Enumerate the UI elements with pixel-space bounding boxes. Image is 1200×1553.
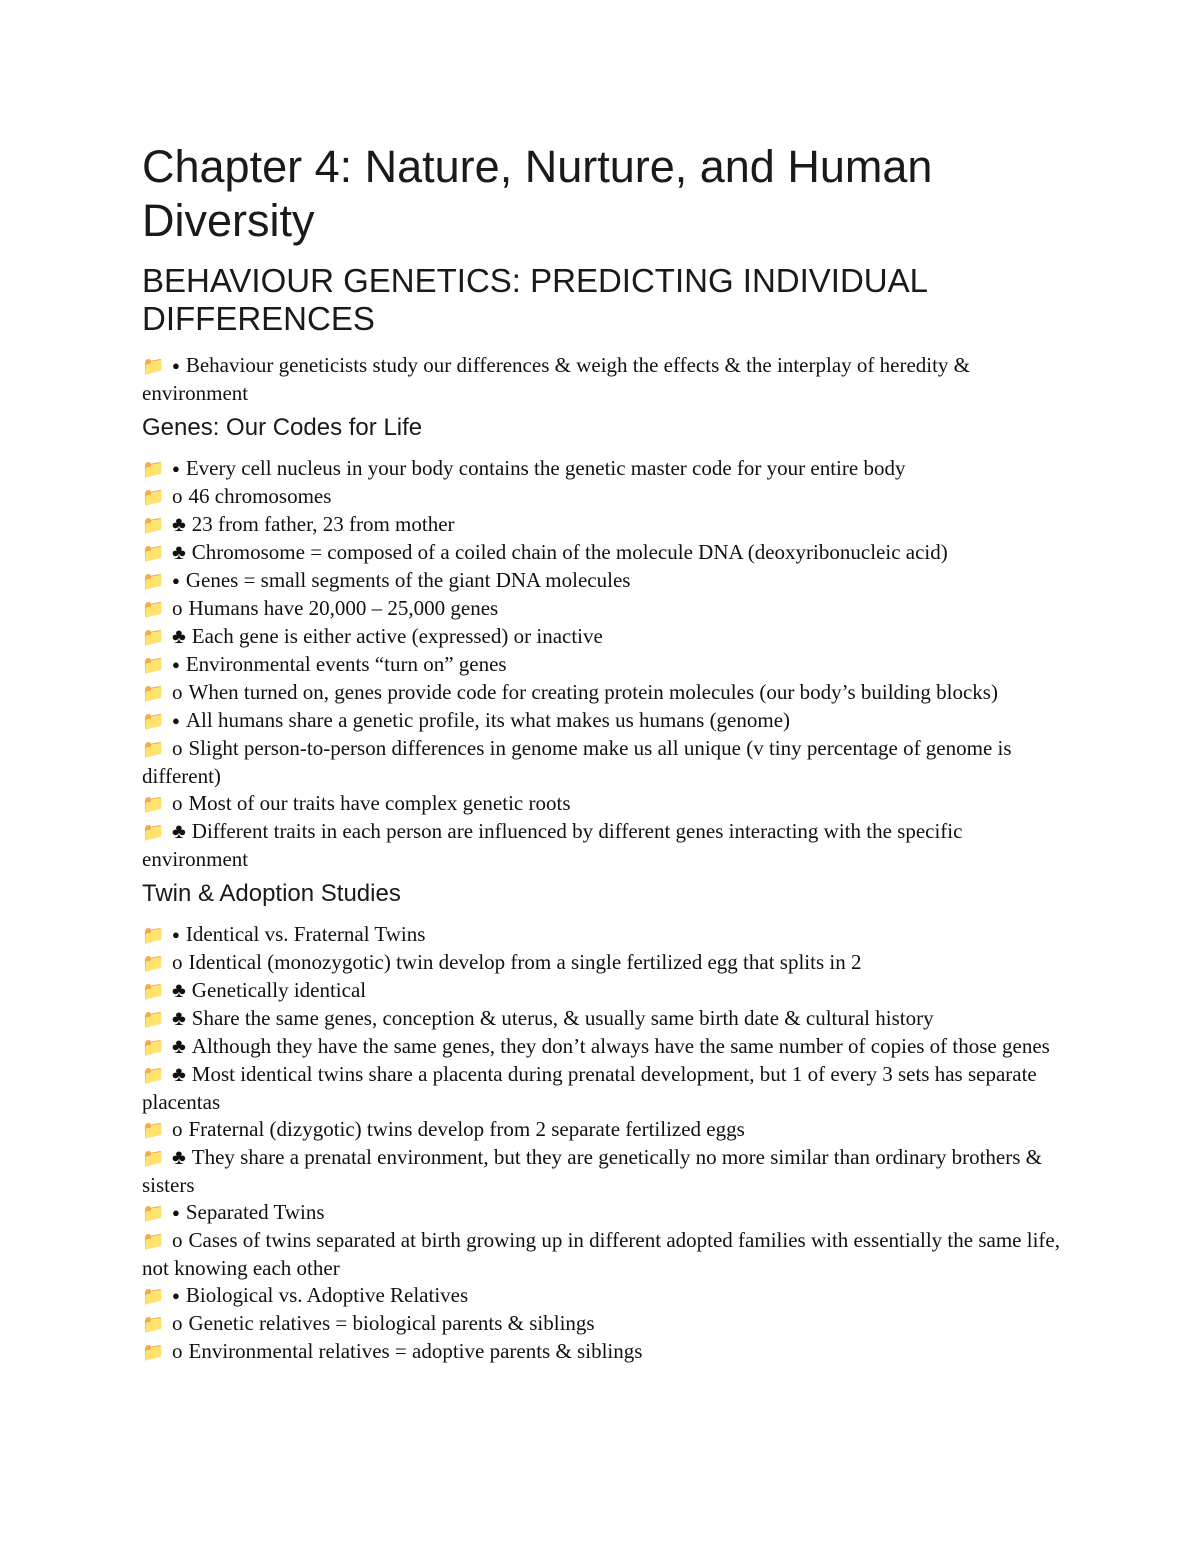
list-item-text: Share the same genes, conception & uterus, & usually same birth date & cultural history <box>191 1006 934 1030</box>
folder-icon: 📁 <box>142 356 165 376</box>
folder-icon: 📁 <box>142 822 165 842</box>
list-item <box>142 790 1062 818</box>
folder-icon: 📁 <box>142 627 165 647</box>
list-item-text: Environmental relatives = adoptive parents & siblings <box>188 1339 643 1363</box>
bullet-marker: o <box>172 484 183 508</box>
list-item-text: Biological vs. Adoptive Relatives <box>185 1283 469 1307</box>
list-item <box>142 818 1062 873</box>
list-item <box>142 949 1062 977</box>
bullet-marker: ♣ <box>172 512 186 536</box>
list-item-text: Identical (monozygotic) twin develop from a single fertilized egg that splits in 2 <box>188 950 862 974</box>
bullet-marker: ● <box>172 573 180 588</box>
folder-icon: 📁 <box>142 571 165 591</box>
bullet-marker: ● <box>172 358 180 373</box>
list-item-text: Slight person-to-person differences in genome make us all unique (v tiny percentage of genome is different) <box>142 736 1012 788</box>
folder-icon: 📁 <box>142 599 165 619</box>
list-item <box>142 1310 1062 1338</box>
list-item <box>142 1116 1062 1144</box>
subsection-heading: Genes: Our Codes for Life <box>142 414 423 441</box>
bullet-marker: ♣ <box>172 1034 186 1058</box>
page-title: Chapter 4: Nature, Nurture, and Human Diversity <box>142 141 933 246</box>
list-item <box>142 1199 1062 1227</box>
bullet-marker: o <box>172 1228 183 1252</box>
list-item <box>142 977 1062 1005</box>
list-item-text: Fraternal (dizygotic) twins develop from 2 separate fertilized eggs <box>188 1117 745 1141</box>
section-heading: BEHAVIOUR GENETICS: PREDICTING INDIVIDUAL DIFFERENCES <box>142 262 927 337</box>
bullet-list <box>142 455 1062 873</box>
list-item-text: Most identical twins share a placenta during prenatal development, but 1 of every 3 sets has separate placentas <box>142 1062 1037 1114</box>
subsection <box>142 879 1062 1366</box>
bullet-marker: o <box>172 1117 183 1141</box>
list-item-text: Separated Twins <box>185 1200 325 1224</box>
subsections <box>142 413 1062 1366</box>
folder-icon: 📁 <box>142 543 165 563</box>
bullet-marker: o <box>172 680 183 704</box>
list-item <box>142 595 1062 623</box>
bullet-marker: ● <box>172 713 180 728</box>
bullet-marker: ♣ <box>172 1145 186 1169</box>
list-item <box>142 511 1062 539</box>
list-item <box>142 679 1062 707</box>
intro-list <box>142 352 1062 407</box>
list-item <box>142 539 1062 567</box>
bullet-marker: o <box>172 1311 183 1335</box>
bullet-marker: ♣ <box>172 819 186 843</box>
folder-icon: 📁 <box>142 1065 165 1085</box>
list-item-text: Behaviour geneticists study our differences & weigh the effects & the interplay of heredity & environment <box>142 353 971 405</box>
bullet-marker: ● <box>172 927 180 942</box>
folder-icon: 📁 <box>142 1148 165 1168</box>
folder-icon: 📁 <box>142 515 165 535</box>
folder-icon: 📁 <box>142 459 165 479</box>
list-item <box>142 1061 1062 1116</box>
bullet-marker: ● <box>172 461 180 476</box>
bullet-marker: o <box>172 791 183 815</box>
list-item-text: Cases of twins separated at birth growing up in different adopted families with essentially the same life, not knowing each other <box>142 1228 1060 1280</box>
folder-icon: 📁 <box>142 1231 165 1251</box>
list-item-text: Genetic relatives = biological parents & siblings <box>188 1311 595 1335</box>
folder-icon: 📁 <box>142 1037 165 1057</box>
list-item-text: Environmental events “turn on” genes <box>185 652 507 676</box>
bullet-marker: ♣ <box>172 1062 186 1086</box>
bullet-marker: o <box>172 736 183 760</box>
folder-icon: 📁 <box>142 711 165 731</box>
folder-icon: 📁 <box>142 683 165 703</box>
list-item <box>142 1227 1062 1282</box>
list-item-text: Humans have 20,000 – 25,000 genes <box>188 596 499 620</box>
list-item-text: Genes = small segments of the giant DNA molecules <box>185 568 631 592</box>
folder-icon: 📁 <box>142 953 165 973</box>
bullet-marker: ♣ <box>172 978 186 1002</box>
list-item-text: All humans share a genetic profile, its what makes us humans (genome) <box>185 708 791 732</box>
list-item <box>142 567 1062 595</box>
bullet-list <box>142 921 1062 1366</box>
folder-icon: 📁 <box>142 1203 165 1223</box>
list-item-text: Identical vs. Fraternal Twins <box>185 922 426 946</box>
bullet-marker: ♣ <box>172 540 186 564</box>
folder-icon: 📁 <box>142 1286 165 1306</box>
folder-icon: 📁 <box>142 487 165 507</box>
list-item <box>142 1033 1062 1061</box>
list-item <box>142 921 1062 949</box>
list-item <box>142 352 1062 407</box>
bullet-marker: o <box>172 950 183 974</box>
list-item <box>142 1144 1062 1199</box>
list-item <box>142 735 1062 790</box>
list-item-text: Genetically identical <box>191 978 367 1002</box>
list-item-text: Different traits in each person are influenced by different genes interacting with the specific environment <box>142 819 963 871</box>
folder-icon: 📁 <box>142 1314 165 1334</box>
list-item <box>142 1338 1062 1366</box>
list-item-text: Each gene is either active (expressed) or inactive <box>191 624 603 648</box>
bullet-marker: ● <box>172 1288 180 1303</box>
list-item <box>142 651 1062 679</box>
subsection-heading: Twin & Adoption Studies <box>142 880 401 907</box>
folder-icon: 📁 <box>142 739 165 759</box>
bullet-marker: ♣ <box>172 624 186 648</box>
list-item-text: Chromosome = composed of a coiled chain of the molecule DNA (deoxyribonucleic acid) <box>191 540 948 564</box>
folder-icon: 📁 <box>142 925 165 945</box>
folder-icon: 📁 <box>142 981 165 1001</box>
list-item <box>142 1282 1062 1310</box>
bullet-marker: ● <box>172 657 180 672</box>
bullet-marker: o <box>172 596 183 620</box>
list-item <box>142 455 1062 483</box>
bullet-marker: o <box>172 1339 183 1363</box>
folder-icon: 📁 <box>142 1342 165 1362</box>
list-item <box>142 483 1062 511</box>
subsection <box>142 413 1062 873</box>
document-page <box>142 140 1062 1372</box>
folder-icon: 📁 <box>142 794 165 814</box>
list-item-text: They share a prenatal environment, but they are genetically no more similar than ordinary brothers & sisters <box>142 1145 1042 1197</box>
bullet-marker: ● <box>172 1205 180 1220</box>
folder-icon: 📁 <box>142 655 165 675</box>
folder-icon: 📁 <box>142 1120 165 1140</box>
list-item <box>142 1005 1062 1033</box>
list-item <box>142 707 1062 735</box>
list-item-text: Although they have the same genes, they don’t always have the same number of copies of those genes <box>191 1034 1050 1058</box>
list-item <box>142 623 1062 651</box>
list-item-text: Every cell nucleus in your body contains the genetic master code for your entire body <box>185 456 906 480</box>
list-item-text: Most of our traits have complex genetic roots <box>188 791 571 815</box>
bullet-marker: ♣ <box>172 1006 186 1030</box>
list-item-text: 23 from father, 23 from mother <box>191 512 455 536</box>
list-item-text: 46 chromosomes <box>188 484 332 508</box>
folder-icon: 📁 <box>142 1009 165 1029</box>
list-item-text: When turned on, genes provide code for creating protein molecules (our body’s building blocks) <box>188 680 998 704</box>
